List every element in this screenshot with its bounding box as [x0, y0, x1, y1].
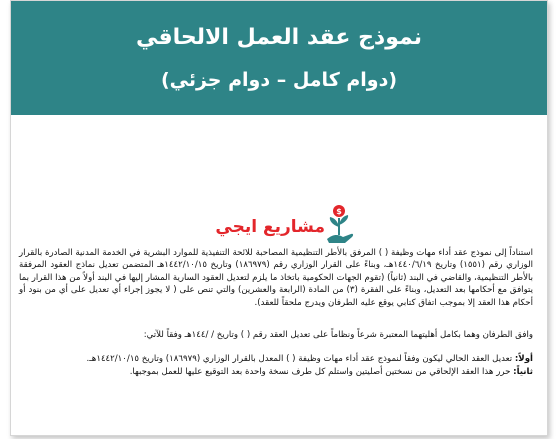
agreement-paragraph: وافق الطرفان وهما بكامل أهليتهما المعتبرة شرعاً ونظاماً على تعديل العقد رقم ( ) وتاريخ / /١٤٤هـ وفقاً للآتي:: [143, 330, 533, 341]
second-clause-text: حرر هذا العقد الإلحاقي من نسختين أصليتين واستلم كل طرف نسخة واحدة بعد التوقيع عليها للعمل بموجبها.: [129, 366, 511, 377]
contract-body: [19, 247, 533, 378]
document-title: نموذج عقد العمل الالحاقي: [135, 25, 423, 50]
document-page: [10, 0, 548, 436]
second-clause-label: ثانياً:: [513, 366, 533, 377]
first-clause-label: أولاً:: [514, 354, 533, 365]
watermark-logo: [183, 203, 355, 253]
first-clause-text: تعديل العقد الحالي ليكون وفقاً لنموذج عقد أداء مهات وظيفة ( ) المعدل بالقرار الوزاري (١٨٦٩٧٩) وتاريخ ١٤٤٢/١٠/١٥هـ.: [86, 354, 513, 365]
first-clause: [19, 353, 533, 365]
svg-text:$: $: [336, 207, 342, 216]
document-subtitle: (دوام كامل – دوام جزئي): [160, 69, 398, 91]
header-banner: [11, 1, 547, 115]
logo-text: مشاريع ايجي: [215, 217, 325, 237]
money-plant-icon: [323, 203, 355, 247]
second-clause: [19, 366, 533, 378]
intro-paragraph: استناداً إلى نموذج عقد أداء مهات وظيفة ( ) المرفق بالأطر التنظيمية المصاحبة للائحة التنفيذية للموارد البشرية في الخدمة المدنية الصادرة بالقرار الوزاري رقم (١٥٥١) وتاريخ ١٤٤٠/٦/١٩هـ، وبناءً على القرار الوزاري رقم (١٨٦٩٧٩) وتاريخ ١٤٤٢/١٠/١٥هـ المتضمن تعديل نماذج العقود المرفقة بالأطر التنظيمية، والقاضي في البند (ثانياً) (تقوم الجهات الحكومية باتخاذ ما يلزم لتعديل العقود السارية المشار إليها في البند أولاً من هذا القرار بما يتوافق مع أحكامها بعد التعديل، وبناءً على الفقرة (٣) من المادة (الرابعة والعشرين) والتي تنص على ( لا يجوز إجراء أي تعديل على أي من بنود أو أحكام هذا العقد إلا بموجب اتفاق كتابي يوقع عليه الطرفان ويدرج ملحقاً للعقد).: [19, 248, 533, 308]
